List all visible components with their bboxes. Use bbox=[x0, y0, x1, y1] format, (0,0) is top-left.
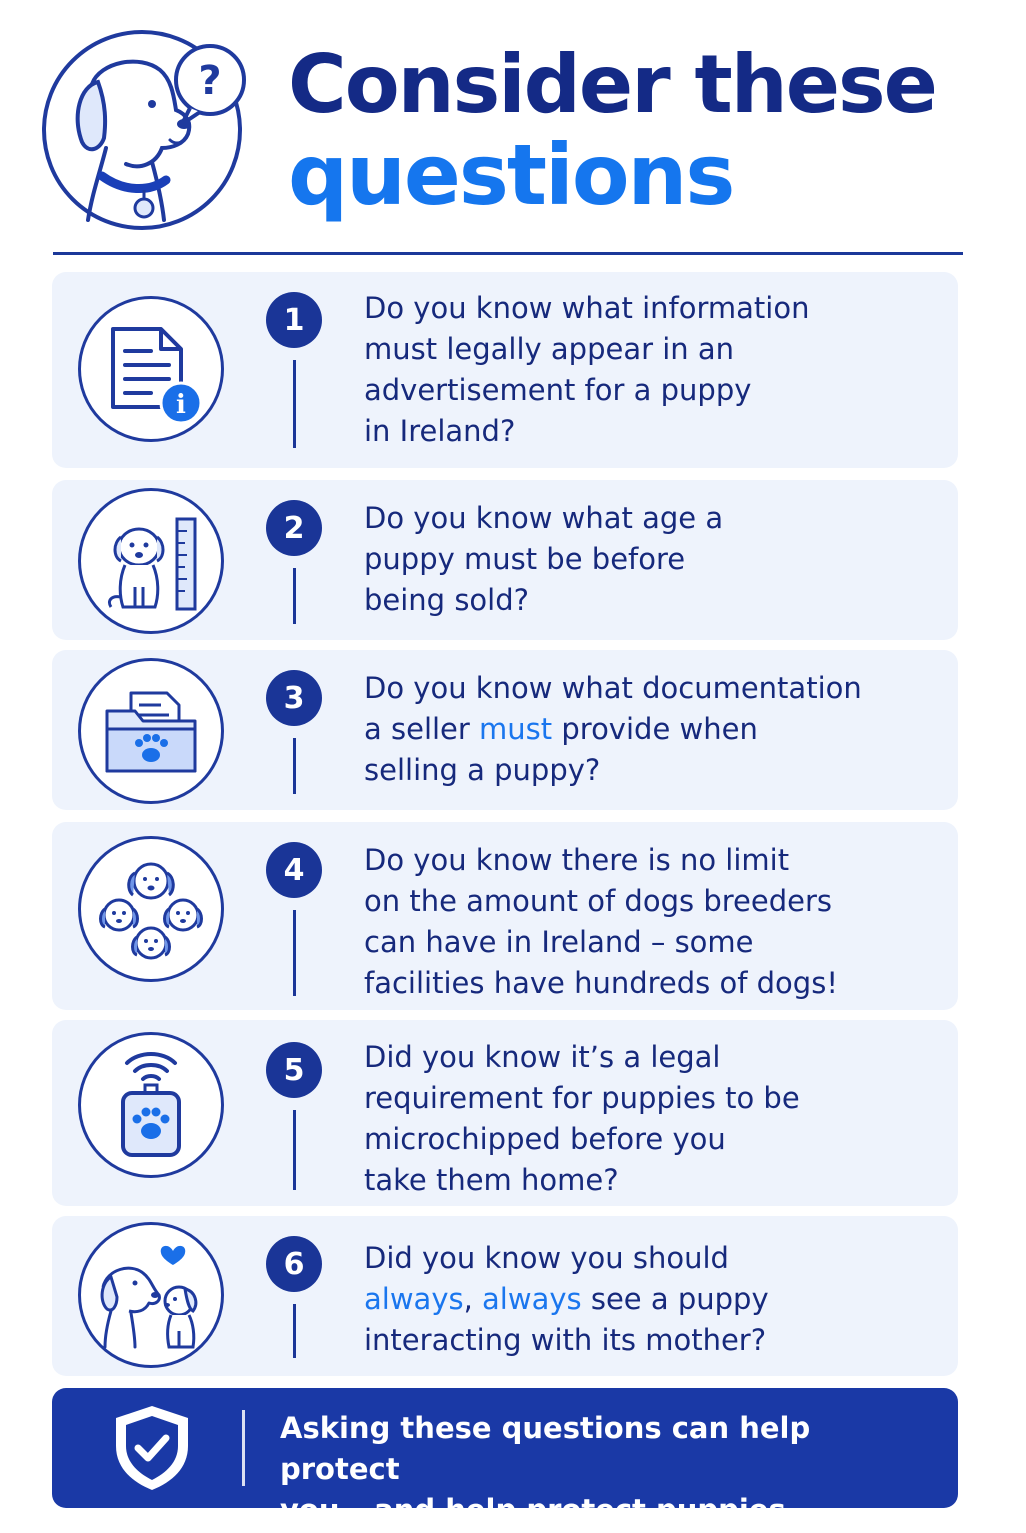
svg-text:?: ? bbox=[198, 58, 222, 104]
question-text-segment: provide when bbox=[552, 712, 758, 746]
question-card-5 bbox=[52, 1020, 958, 1206]
header-divider bbox=[53, 252, 963, 255]
question-card-1 bbox=[52, 272, 958, 468]
document-info-icon bbox=[81, 299, 221, 439]
question-line: selling a puppy? bbox=[364, 753, 601, 787]
footer-divider bbox=[242, 1410, 245, 1486]
question-3-icon-circle bbox=[78, 658, 224, 804]
question-line bbox=[364, 709, 954, 750]
question-text bbox=[364, 840, 954, 1004]
timeline-line bbox=[293, 910, 296, 996]
question-line bbox=[364, 1279, 954, 1320]
footer-banner bbox=[52, 1388, 958, 1527]
question-line: Did you know you should bbox=[364, 1241, 729, 1275]
shield-check-icon bbox=[104, 1402, 200, 1494]
question-number-badge: 1 bbox=[266, 292, 322, 348]
question-line: requirement for puppies to be bbox=[364, 1081, 800, 1115]
question-line: microchipped before you bbox=[364, 1122, 726, 1156]
page-title-line2: questions bbox=[288, 126, 734, 224]
question-line: puppy must be before bbox=[364, 542, 686, 576]
puppy-measuring-ruler-icon bbox=[81, 491, 221, 631]
question-line: take them home? bbox=[364, 1163, 619, 1197]
question-1-icon-circle bbox=[78, 296, 224, 442]
mother-dog-and-puppy-icon bbox=[81, 1225, 221, 1365]
question-line: being sold? bbox=[364, 583, 530, 617]
question-number-badge: 4 bbox=[266, 842, 322, 898]
question-line: Do you know there is no limit bbox=[364, 843, 790, 877]
svg-text:i: i bbox=[176, 390, 186, 420]
question-card-3 bbox=[52, 650, 958, 810]
question-highlight: must bbox=[479, 712, 553, 746]
question-text bbox=[364, 498, 954, 621]
timeline-line bbox=[293, 738, 296, 794]
folder-paw-icon bbox=[81, 661, 221, 801]
question-text-segment: a seller bbox=[364, 712, 480, 746]
timeline-line bbox=[293, 1304, 296, 1358]
question-line: interacting with its mother? bbox=[364, 1323, 767, 1357]
question-highlight: always bbox=[482, 1282, 582, 1316]
question-line: must legally appear in an bbox=[364, 332, 735, 366]
question-line: Do you know what documentation bbox=[364, 671, 862, 705]
question-text bbox=[364, 1037, 954, 1201]
timeline-line bbox=[293, 1110, 296, 1190]
group-of-dogs-icon bbox=[81, 839, 221, 979]
question-line: Do you know what information bbox=[364, 291, 810, 325]
question-6-icon-circle bbox=[78, 1222, 224, 1368]
question-text bbox=[364, 668, 954, 791]
question-line: in Ireland? bbox=[364, 414, 516, 448]
question-line: advertisement for a puppy bbox=[364, 373, 752, 407]
question-card-4 bbox=[52, 822, 958, 1010]
dog-with-question-mark-icon bbox=[40, 24, 250, 232]
question-5-icon-circle bbox=[78, 1032, 224, 1178]
question-number-badge: 5 bbox=[266, 1042, 322, 1098]
question-highlight: always bbox=[364, 1282, 464, 1316]
question-text-segment: see a puppy bbox=[581, 1282, 769, 1316]
question-line: facilities have hundreds of dogs! bbox=[364, 966, 838, 1000]
question-4-icon-circle bbox=[78, 836, 224, 982]
question-text bbox=[364, 288, 954, 452]
footer-line: you – and help protect puppies. bbox=[280, 1493, 797, 1527]
timeline-line bbox=[293, 360, 296, 448]
question-text bbox=[364, 1238, 954, 1361]
timeline-line bbox=[293, 568, 296, 624]
question-text-segment: , bbox=[463, 1282, 483, 1316]
question-number-badge: 6 bbox=[266, 1236, 322, 1292]
question-line: on the amount of dogs breeders bbox=[364, 884, 832, 918]
page-title-line1: Consider these bbox=[288, 38, 936, 131]
question-number-badge: 3 bbox=[266, 670, 322, 726]
question-2-icon-circle bbox=[78, 488, 224, 634]
microchip-scanner-icon bbox=[81, 1035, 221, 1175]
question-line: can have in Ireland – some bbox=[364, 925, 754, 959]
footer-line: Asking these questions can help protect bbox=[280, 1411, 811, 1486]
question-card-2 bbox=[52, 480, 958, 640]
header bbox=[0, 0, 1026, 260]
question-line: Do you know what age a bbox=[364, 501, 724, 535]
question-card-6 bbox=[52, 1216, 958, 1376]
footer-text bbox=[280, 1408, 920, 1531]
question-line: Did you know it’s a legal bbox=[364, 1040, 721, 1074]
question-number-badge: 2 bbox=[266, 500, 322, 556]
